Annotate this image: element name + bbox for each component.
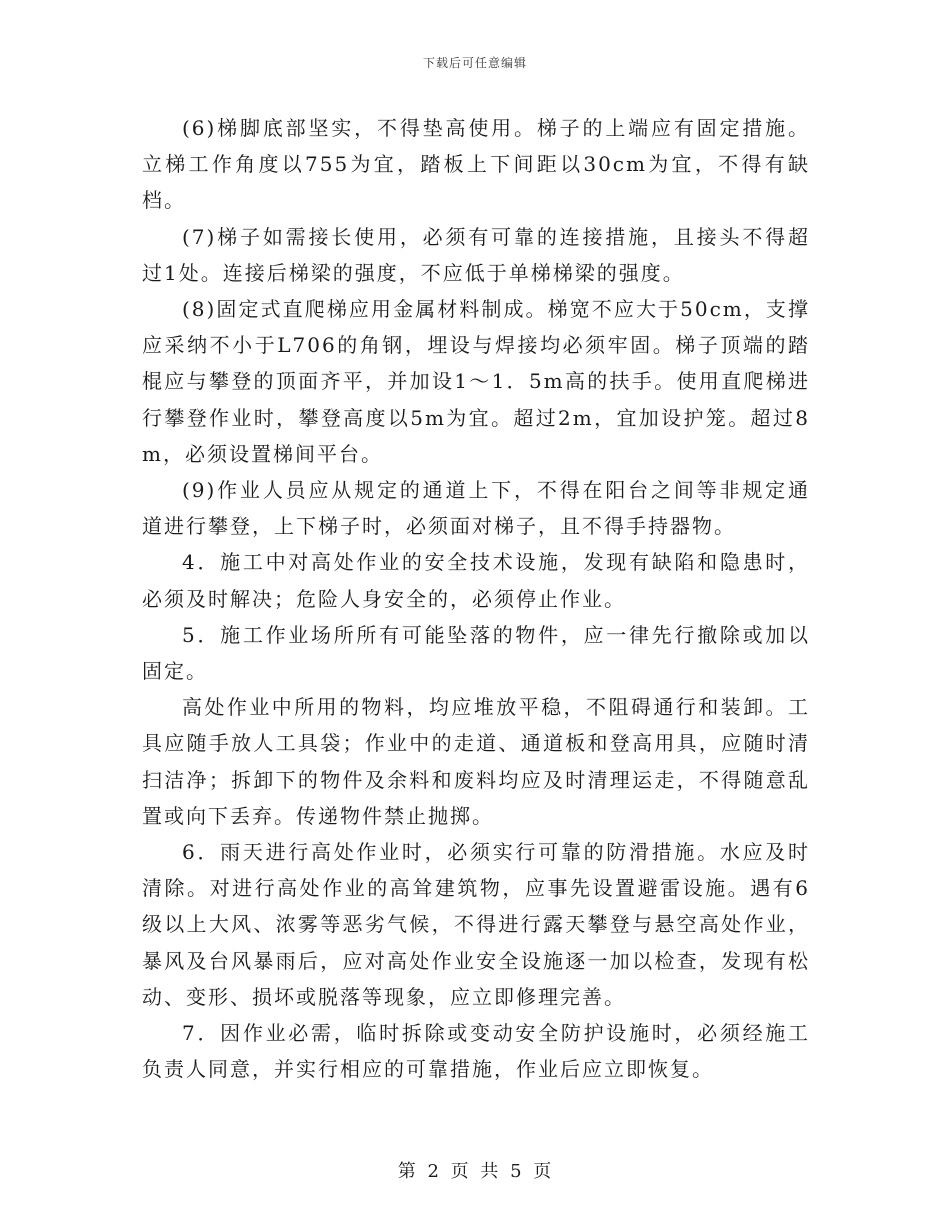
- paragraph-fixed-ladder: (8)固定式直爬梯应用金属材料制成。梯宽不应大于50cm，支撑应采纳不小于L706的角钢，埋设与焊接均必须牢固。梯子顶端的踏棍应与攀登的顶面齐平，并加设1～1．5m高的扶手。使用直爬梯进行攀登作业时，攀登高度以5m为宜。超过2m，宜加设护笼。超过8m，必须设置梯间平台。: [142, 297, 810, 466]
- paragraph-item-4: 4．施工中对高处作业的安全技术设施，发现有缺陷和隐患时，必须及时解决；危险人身安全的，必须停止作业。: [142, 550, 810, 611]
- paragraph-item-7: 7．因作业必需，临时拆除或变动安全防护设施时，必须经施工负责人同意，并实行相应的可靠措施，作业后应立即恢复。: [142, 1021, 810, 1082]
- header-note: 下载后可任意编辑: [422, 56, 527, 70]
- paragraph-item-5: 5．施工作业场所所有可能坠落的物件，应一律先行撤除或加以固定。: [142, 622, 810, 684]
- paragraph-materials: 高处作业中所用的物料，均应堆放平稳，不阻碍通行和装卸。工具应随手放人工具袋；作业中的走道、通道板和登高用具，应随时清扫洁净；拆卸下的物件及余料和废料均应及时清理运走，不得随意乱置或向下丢弃。传递物件禁止抛掷。: [142, 695, 810, 828]
- paragraph-ladder-base: (6)梯脚底部坚实，不得垫高使用。梯子的上端应有固定措施。立梯工作角度以755为宜，踏板上下间距以30cm为宜，不得有缺档。: [142, 116, 810, 213]
- paragraph-access-route: (9)作业人员应从规定的通道上下，不得在阳台之间等非规定通道进行攀登，上下梯子时，必须面对梯子，且不得手持器物。: [142, 478, 810, 539]
- document-body: [142, 110, 810, 1087]
- paragraph-item-6: 6．雨天进行高处作业时，必须实行可靠的防滑措施。水应及时清除。对进行高处作业的高耸建筑物，应事先设置避雷设施。遇有6级以上大风、浓雾等恶劣气候，不得进行露天攀登与悬空高处作业，暴风及台风暴雨后，应对高处作业安全设施逐一加以检查，发现有松动、变形、损坏或脱落等现象，应立即修理完善。: [142, 840, 810, 1009]
- page-number: 第 2 页 共 5 页: [397, 1161, 553, 1182]
- paragraph-ladder-extension: (7)梯子如需接长使用，必须有可靠的连接措施，且接头不得超过1处。连接后梯梁的强度，不应低于单梯梯梁的强度。: [142, 224, 810, 285]
